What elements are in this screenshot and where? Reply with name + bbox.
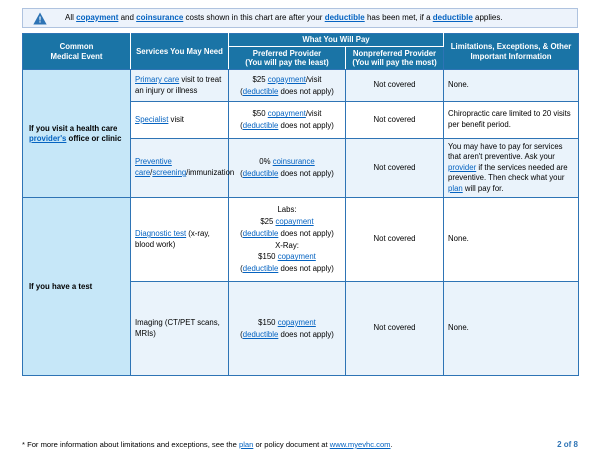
text-segment: costs shown in this chart are after your — [183, 12, 325, 22]
header-preferred-provider — [229, 47, 346, 70]
header-nonpreferred-provider — [346, 47, 444, 70]
text-segment: applies. — [472, 12, 503, 22]
text-segment: ( — [240, 121, 243, 130]
table-header-row-1 — [23, 34, 579, 47]
term-link[interactable]: coinsurance — [272, 157, 315, 167]
text-segment: $50 — [252, 109, 268, 119]
svg-text:!: ! — [38, 14, 42, 25]
cell-limitations — [444, 198, 579, 282]
text-segment: /visit — [305, 109, 322, 119]
text-segment: Services You May Need — [136, 46, 223, 56]
term-link[interactable]: copayment — [275, 217, 314, 227]
text-segment: What You Will Pay — [302, 35, 370, 45]
text-segment: /immunization — [186, 168, 235, 177]
text-segment: If you visit a health care — [29, 123, 118, 133]
text-segment: (x-ray, blood work) — [135, 228, 210, 249]
text-segment: ( — [240, 169, 243, 178]
cell-service — [131, 198, 229, 282]
text-segment: /visit — [305, 74, 322, 84]
cell-nonpreferred-cost: Not covered — [346, 139, 444, 198]
external-url-link[interactable]: www.myevhc.com — [329, 440, 391, 449]
disclaimer-banner — [22, 8, 578, 28]
term-link[interactable]: deductible — [242, 228, 279, 238]
cell-limitations — [444, 139, 579, 198]
cell-event-group-have-a-test — [23, 198, 131, 376]
text-segment: $150 — [258, 317, 278, 327]
text-segment: or policy document at — [253, 440, 330, 449]
header-what-you-will-pay — [229, 34, 444, 47]
text-segment: does not apply) — [278, 329, 334, 339]
term-link[interactable]: copayment — [277, 252, 316, 262]
cell-event-group-office-visit — [23, 70, 131, 198]
text-segment: and — [118, 12, 137, 22]
header-common-medical-event — [23, 34, 131, 70]
term-link[interactable]: copayment — [76, 12, 119, 22]
header-services-you-may-need — [131, 34, 229, 70]
text-segment: ( — [240, 263, 243, 273]
warning-icon — [33, 12, 47, 25]
term-link[interactable]: deductible — [242, 263, 279, 273]
term-link[interactable]: coinsurance — [136, 12, 184, 22]
text-segment: You may have to pay for services that aren't preventive. Ask your — [448, 141, 563, 162]
text-segment: 0% — [259, 157, 273, 167]
term-link[interactable]: deductible — [324, 12, 365, 22]
text-segment: does not apply) — [278, 169, 334, 178]
text-segment: (You will pay the least) — [245, 58, 329, 67]
term-link[interactable]: copayment — [267, 74, 306, 84]
text-segment: Chiropractic care limited to 20 visits per benefit period. — [448, 109, 571, 129]
text-segment: will pay for. — [462, 183, 504, 193]
term-link[interactable]: plan — [238, 440, 254, 449]
term-link[interactable]: Diagnostic test — [135, 228, 187, 238]
text-segment: $25 — [260, 217, 276, 227]
term-link[interactable]: copayment — [267, 109, 306, 119]
text-segment: ( — [240, 86, 243, 96]
cell-nonpreferred-cost: Not covered — [346, 198, 444, 282]
cell-service — [131, 282, 229, 376]
text-segment: None. — [448, 80, 469, 90]
text-segment: If you have a test — [29, 281, 93, 291]
cell-service — [131, 102, 229, 139]
cell-service — [131, 139, 235, 198]
cell-preferred-cost — [229, 139, 346, 198]
text-segment: office or clinic — [66, 133, 122, 143]
text-segment: Labs: — [277, 205, 297, 215]
text-segment: None. — [448, 323, 469, 333]
text-segment: / — [150, 168, 153, 177]
table-row — [23, 198, 579, 282]
term-link[interactable]: Primary care — [135, 74, 180, 84]
term-link[interactable]: plan — [448, 183, 463, 193]
text-segment: Common — [59, 42, 94, 52]
text-segment: does not apply) — [278, 228, 334, 238]
text-segment: has been met, if a — [364, 12, 433, 22]
text-segment: None. — [448, 234, 469, 244]
text-segment: visit — [168, 114, 184, 124]
text-segment: (You will pay the most) — [352, 58, 437, 67]
header-limitations-exceptions — [444, 34, 579, 70]
cell-nonpreferred-cost: Not covered — [346, 70, 444, 102]
text-segment: does not apply) — [278, 86, 334, 96]
text-segment: Limitations, Exceptions, & Other — [450, 42, 572, 52]
text-segment: Nonpreferred Provider — [352, 48, 437, 58]
cell-nonpreferred-cost: Not covered — [346, 102, 444, 139]
term-link[interactable]: screening — [152, 168, 187, 177]
text-segment: ( — [240, 228, 243, 238]
text-segment: * For more information about limitations and exceptions, see the — [22, 440, 239, 449]
term-link[interactable]: provider's — [29, 133, 67, 143]
text-segment: does not apply) — [278, 121, 334, 130]
term-link[interactable]: deductible — [242, 121, 279, 130]
cell-service — [131, 70, 229, 102]
term-link[interactable]: copayment — [277, 317, 316, 327]
text-segment: Important Information — [470, 51, 552, 61]
term-link[interactable]: deductible — [242, 169, 279, 178]
term-link[interactable]: provider — [448, 162, 477, 172]
text-segment: does not apply) — [278, 263, 334, 273]
cell-limitations — [444, 70, 579, 102]
page-footer — [22, 440, 578, 449]
cell-limitations — [444, 282, 579, 376]
cell-preferred-cost — [229, 198, 346, 282]
text-segment: Imaging (CT/PET scans, MRIs) — [135, 317, 220, 338]
text-segment: if the services needed are preventive. Then check what your — [448, 162, 568, 183]
disclaimer-text — [65, 14, 503, 23]
text-segment: X-Ray: — [275, 240, 299, 250]
cell-limitations — [444, 102, 579, 139]
benefits-table-container — [22, 33, 578, 376]
text-segment: $150 — [258, 252, 278, 262]
cell-preferred-cost — [229, 70, 346, 102]
cell-nonpreferred-cost: Not covered — [346, 282, 444, 376]
cell-preferred-cost — [229, 102, 346, 139]
text-segment: visit to treat an injury or illness — [135, 74, 222, 95]
term-link[interactable]: deductible — [242, 329, 279, 339]
text-segment: $25 — [252, 74, 268, 84]
term-link[interactable]: deductible — [432, 12, 473, 22]
text-segment: . — [390, 440, 393, 449]
page-number: 2 of 8 — [557, 440, 578, 449]
term-link[interactable]: deductible — [242, 86, 279, 96]
term-link[interactable]: Specialist — [135, 114, 169, 124]
footnote — [22, 440, 393, 449]
term-link[interactable]: Preventive care — [135, 157, 172, 177]
text-segment: Preferred Provider — [252, 48, 322, 58]
cell-preferred-cost — [229, 282, 346, 376]
text-segment: All — [65, 12, 77, 22]
text-segment: Medical Event — [50, 51, 103, 61]
benefits-table — [22, 33, 579, 376]
text-segment: ( — [240, 329, 243, 339]
table-row — [23, 70, 579, 102]
